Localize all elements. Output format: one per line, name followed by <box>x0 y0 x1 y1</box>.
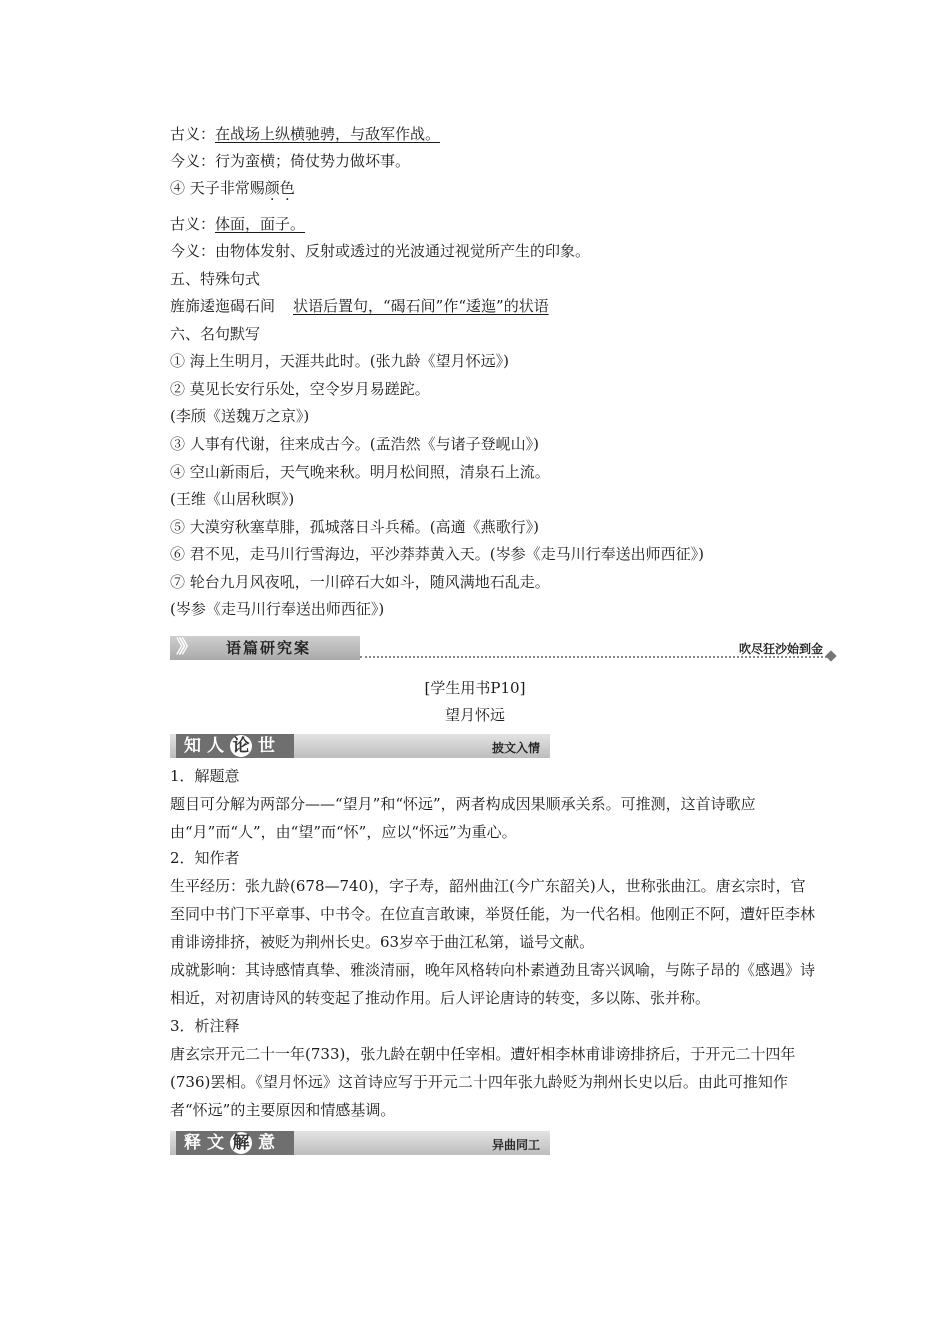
answer-underlined: 状语后置句，“碣石间”作“逶迤”的状语 <box>293 297 549 315</box>
page-reference: [学生用书P10] <box>424 679 526 697</box>
heading-3: 3．析注释 <box>170 1017 240 1035</box>
heading-1: 1．解题意 <box>170 767 240 785</box>
label: 古义： <box>170 215 216 233</box>
title-part: 知人 <box>184 736 230 756</box>
poem-title: 望月怀远 <box>444 706 505 724</box>
gu-yi-line-2 <box>170 214 305 234</box>
section-heading-5: 五、特殊句式 <box>170 270 261 288</box>
section-banner <box>170 636 835 660</box>
paragraph-4 <box>170 1040 815 1124</box>
subsection-banner-2 <box>170 1131 550 1155</box>
diamond-icon <box>825 650 836 661</box>
circle-char: 论 <box>230 735 252 757</box>
sentence: 旌旆逶迤碣石间 <box>170 297 276 315</box>
title-part: 世 <box>258 736 281 756</box>
sentence-pattern-line <box>170 296 549 316</box>
label: 古义： <box>170 125 216 143</box>
quote-5: ⑤ 大漠穷秋塞草腓，孤城落日斗兵稀。(高適《燕歌行》) <box>170 518 539 536</box>
paragraph-text: 唐玄宗开元二十一年(733)，张九龄在朝中任宰相。遭奸相李林甫诽谤排挤后，于开元二十四年(736)罢相。《望月怀远》这首诗应写于开元二十四年张九龄贬为荆州长史以后。由此可推知作者“怀远”的主要原因和情感基调。 <box>170 1045 796 1119</box>
quote-6: ⑥ 君不见，走马川行雪海边，平沙莽莽黄入天。(岑参《走马川行奉送出师西征》) <box>170 545 704 563</box>
jin-yi-line-2: 今义：由物体发射、反射或透过的光波通过视觉所产生的印象。 <box>170 242 591 260</box>
circle-char: 解 <box>230 1132 252 1154</box>
paragraph-1 <box>170 790 815 846</box>
quote-7: ⑦ 轮台九月风夜吼，一川碎石大如斗，随风满地石乱走。 <box>170 573 550 591</box>
subsection-banner-1 <box>170 734 550 758</box>
banner-tag: 吹尽狂沙始到金 <box>738 642 823 656</box>
heading-2: 2．知作者 <box>170 849 240 867</box>
quote-2-source: (李颀《送魏万之京》) <box>170 407 310 425</box>
quote-1: ① 海上生明月，天涯共此时。(张九龄《望月怀远》) <box>170 352 509 370</box>
jin-yi-line-1: 今义：行为蛮横；倚仗势力做坏事。 <box>170 152 411 170</box>
paragraph-text: 成就影响：其诗感情真挚、雅淡清丽，晚年风格转向朴素遒劲且寄兴讽喻，与陈子昂的《感遇》诗相近，对初唐诗风的转变起了推动作用。后人评论唐诗的转变，多以陈、张并称。 <box>170 961 816 1007</box>
gu-yi-line-1 <box>170 124 440 144</box>
sub-banner-tag: 披文入情 <box>491 741 540 755</box>
quote-7-source: (岑参《走马川行奉送出师西征》) <box>170 600 385 618</box>
item-4-line <box>170 178 295 198</box>
banner-title: 语篇研究案 <box>226 639 312 657</box>
paragraph-text: 生平经历：张九龄(678—740)，字子寿，韶州曲江(今广东韶关)人，世称张曲江。唐玄宗时，官至同中书门下平章事、中书令。在位直言敢谏，举贤任能，为一代名相。他刚正不阿，遭奸臣李林甫诽谤排挤，被贬为荆州长史。63岁卒于曲江私第，谥号文献。 <box>170 877 816 951</box>
sub-banner-tag: 异曲同工 <box>491 1138 540 1152</box>
quote-4-source: (王维《山居秋暝》) <box>170 490 295 508</box>
title-part: 意 <box>258 1133 281 1153</box>
section-heading-6: 六、名句默写 <box>170 325 261 343</box>
paragraph-3 <box>170 956 815 1012</box>
answer-underlined: 在战场上纵横驰骋，与敌军作战。 <box>215 125 441 143</box>
sub-banner-title <box>184 734 281 758</box>
emphasis-char: 颜 <box>264 179 280 197</box>
paragraph-2 <box>170 872 815 956</box>
answer-underlined: 体面，面子。 <box>215 215 306 233</box>
quote-3: ③ 人事有代谢，往来成古今。(孟浩然《与诸子登岘山》) <box>170 435 539 453</box>
paragraph-text: 题目可分解为两部分——“望月”和“怀远”，两者构成因果顺承关系。可推测，这首诗歌应由“月”而“人”，由“望”而“怀”，应以“怀远”为重心。 <box>170 795 756 841</box>
double-chevron-icon: 》》 <box>176 637 191 658</box>
quote-4: ④ 空山新雨后，天气晚来秋。明月松间照，清泉石上流。 <box>170 463 550 481</box>
emphasis-char: 色 <box>279 179 295 197</box>
quote-2: ② 莫见长安行乐处，空令岁月易蹉跎。 <box>170 380 430 398</box>
title-part: 释文 <box>184 1133 230 1153</box>
item-text: ④ 天子非常赐 <box>170 179 265 197</box>
sub-banner-title <box>184 1131 281 1155</box>
